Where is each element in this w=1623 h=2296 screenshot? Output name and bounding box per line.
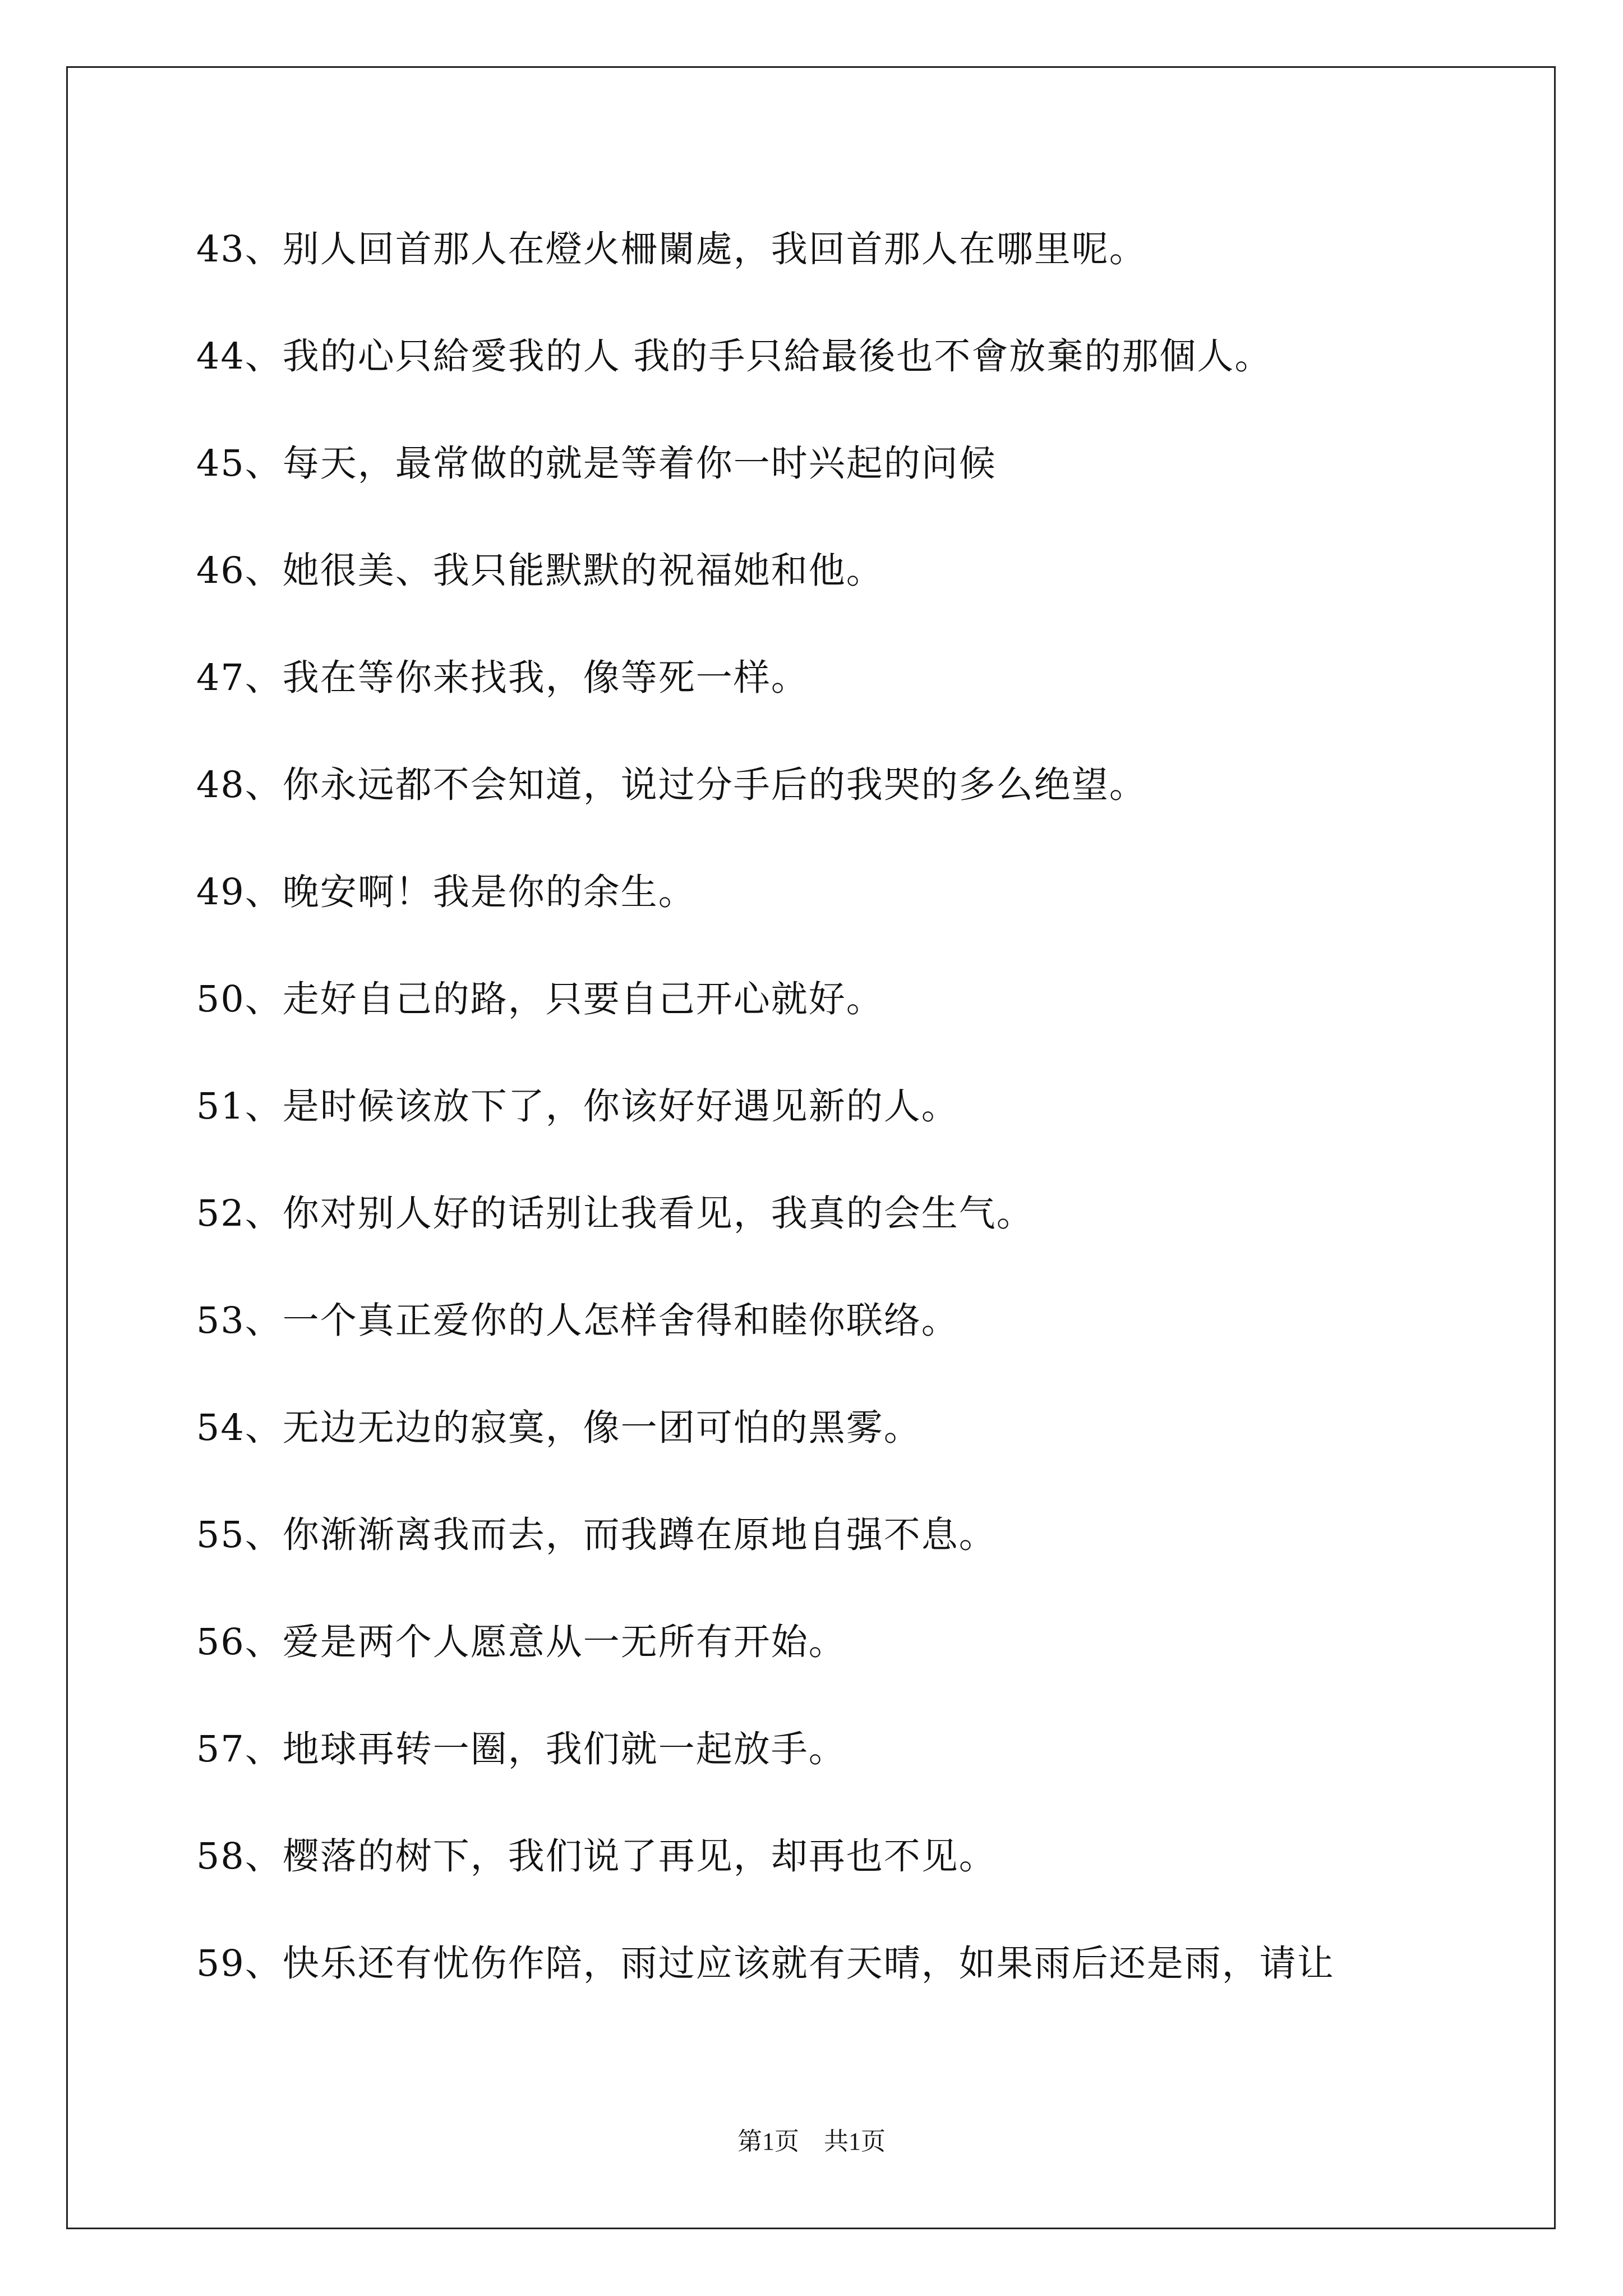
text-line: 51、是时候该放下了，你该好好遇见新的人。 [196,1085,959,1128]
text-line: 44、我的心只給愛我的人 我的手只給最後也不會放棄的那個人。 [196,335,1272,378]
text-line: 55、你渐渐离我而去，而我蹲在原地自强不息。 [196,1514,997,1556]
text-line: 46、她很美、我只能默默的祝福她和他。 [196,550,884,592]
text-line: 56、爱是两个人愿意从一无所有开始。 [196,1621,846,1663]
text-line: 48、你永远都不会知道，说过分手后的我哭的多么绝望。 [196,764,1147,806]
text-line: 50、走好自己的路，只要自己开心就好。 [196,978,884,1020]
text-line: 52、你对别人好的话别让我看见，我真的会生气。 [196,1193,1034,1235]
text-line: 45、每天，最常做的就是等着你一时兴起的问候 [196,443,997,485]
page-number-footer: 第1页 共1页 [737,2128,886,2155]
text-line: 54、无边无边的寂寞，像一团可怕的黑雾。 [196,1407,921,1449]
text-line: 49、晚安啊！我是你的余生。 [196,871,696,913]
text-line: 58、樱落的树下，我们说了再见，却再也不见。 [196,1835,997,1878]
text-line: 59、快乐还有忧伤作陪，雨过应该就有天晴，如果雨后还是雨，请让 [196,1943,1335,1985]
page-border [66,66,1556,2229]
text-line: 47、我在等你来找我，像等死一样。 [196,657,809,699]
text-line: 57、地球再转一圈，我们就一起放手。 [196,1728,846,1770]
text-line: 53、一个真正爱你的人怎样舍得和睦你联络。 [196,1300,959,1342]
text-line: 43、别人回首那人在燈火柵闌處，我回首那人在哪里呢。 [196,228,1147,270]
